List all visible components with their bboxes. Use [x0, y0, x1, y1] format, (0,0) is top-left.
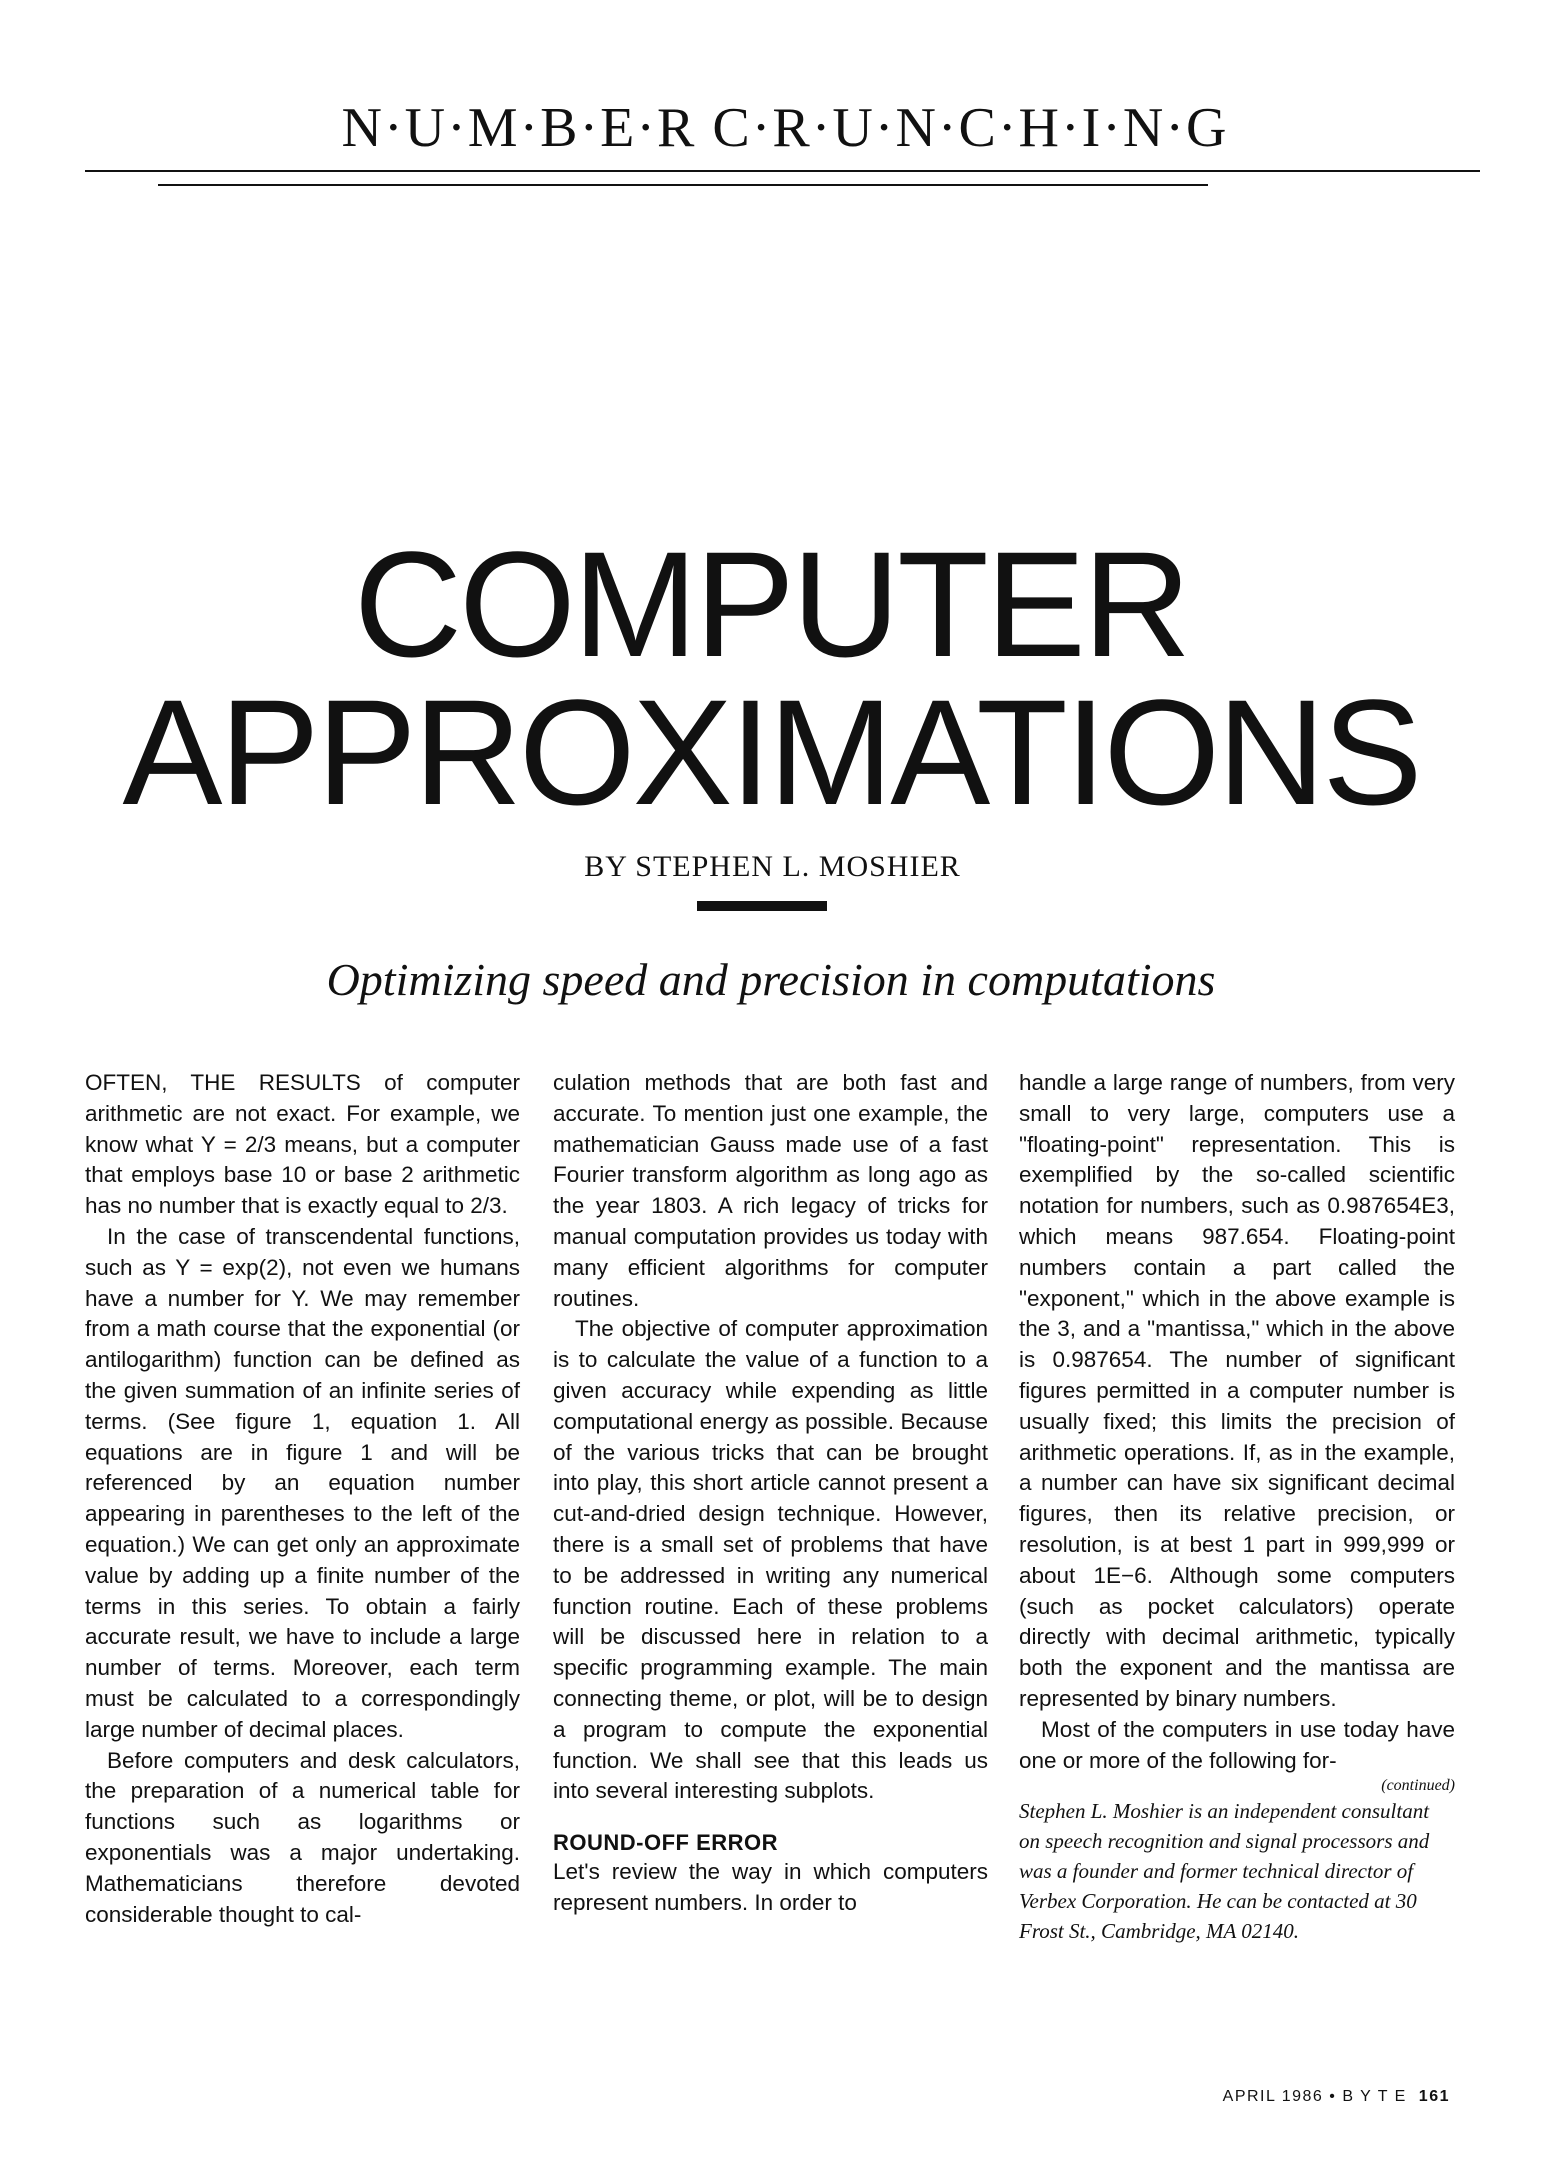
paragraph: OFTEN, THE RESULTS of computer arithmetic are not exact. For example, we know what Y = 2/3 means, but a computer that employs base 10 or base 2 arithmetic has no number that is exactly equal to 2/3.: [85, 1070, 520, 1219]
article-title: [60, 520, 1482, 836]
section-header: N·U·M·B·E·R C·R·U·N·C·H·I·N·G: [341, 97, 1229, 159]
byline-divider: [697, 901, 827, 911]
author-bio: Stephen L. Moshier is an independent consultant on speech recognition and signal processors and was a founder and former technical director of Verbex Corporation. He can be contacted at 30 Frost St., Cambridge, MA 02140.: [1019, 1799, 1430, 1944]
title-line-1: COMPUTER: [353, 520, 1189, 688]
continued-note: (continued): [1381, 1777, 1455, 1795]
header-rule-bottom: [158, 184, 1208, 186]
issue-info: APRIL 1986 • B Y T E: [1222, 2088, 1407, 2105]
paragraph: In the case of transcendental functions, such as Y = exp(2), not even we humans have a number for Y. We may remember from a math course that the exponential (or antilogarithm) function can be defined as the given summation of an infinite series of terms. (See figure 1, equation 1. All equations are in figure 1 and will be referenced by an equation number appearing in parentheses to the left of the equation.) We can get only an approximate value by adding up a finite number of the terms in this series. To obtain a fairly accurate result, we have to include a large number of terms. Moreover, each term must be calculated to a correspondingly large number of decimal places.: [85, 1223, 520, 1742]
page-footer: [1020, 2088, 1450, 2106]
paragraph: Let's review the way in which computers represent numbers. In order to: [553, 1859, 988, 1915]
page-number: 161: [1418, 2088, 1450, 2105]
paragraph: culation methods that are both fast and accurate. To mention just one example, the mathematician Gauss made use of a fast Fourier transform algorithm as long ago as the year 1803. A rich legacy of tricks for manual computation provides us today with many efficient algorithms for computer routines.: [553, 1070, 988, 1311]
section-subhead: ROUND-OFF ERROR: [553, 1830, 779, 1856]
column-2: [553, 1068, 988, 1919]
byline: BY STEPHEN L. MOSHIER: [584, 850, 961, 883]
paragraph: The objective of computer approximation is to calculate the value of a function to a given accuracy while expending as little computational energy as possible. Because of the various tricks that can be brought into play, this short article cannot present a cut-and-dried design technique. However, there is a small set of problems that have to be addressed in writing any numerical function routine. Each of these problems will be discussed here in relation to a specific programming example. The main connecting theme, or plot, will be to design a program to compute the exponential function. We shall see that this leads us into several interesting subplots.: [553, 1316, 988, 1804]
subtitle: Optimizing speed and precision in computations: [326, 954, 1216, 1005]
header-rule-top: [85, 170, 1480, 172]
column-1: [85, 1068, 520, 1930]
title-line-2: APPROXIMATIONS: [122, 668, 1420, 836]
paragraph: Before computers and desk calculators, the preparation of a numerical table for functions such as logarithms or exponentials was a major undertaking. Mathematicians therefore devoted considerable thought to cal-: [85, 1747, 520, 1927]
column-3: [1019, 1068, 1455, 1946]
paragraph: Most of the computers in use today have one or more of the following for-: [1019, 1716, 1455, 1773]
paragraph: handle a large range of numbers, from very small to very large, computers use a "floating-point" representation. This is exemplified by the so-called scientific notation for numbers, such as 0.987654E3, which means 987.654. Floating-point numbers contain a part called the "exponent," which in the above example is the 3, and a "mantissa," which in the above is 0.987654. The number of significant figures permitted in a computer number is usually fixed; this limits the precision of arithmetic operations. If, as in the example, a number can have six significant decimal figures, then its relative precision, or resolution, is at best 1 part in 999,999 or about 1E−6. Although some computers (such as pocket calculators) operate directly with decimal arithmetic, typically both the exponent and the mantissa are represented by binary numbers.: [1019, 1070, 1455, 1711]
